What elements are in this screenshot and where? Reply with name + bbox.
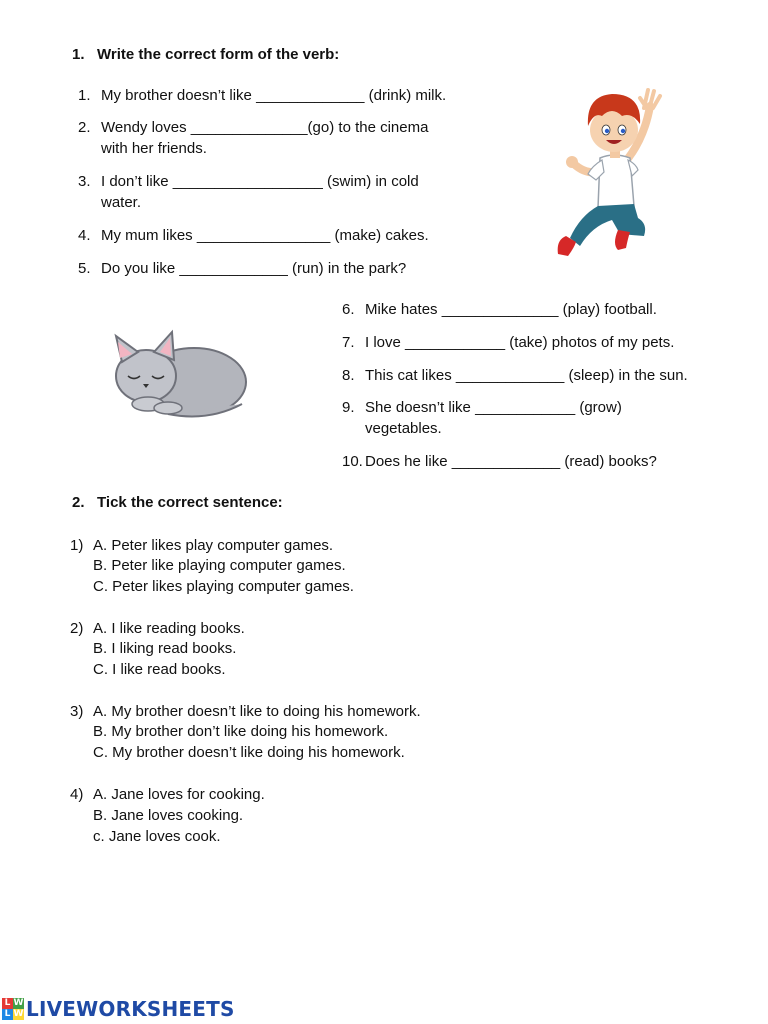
item-number: 2. xyxy=(78,119,91,136)
item-number: 5. xyxy=(78,260,91,277)
item-text: Mike hates ______________ (play) football. xyxy=(365,301,657,318)
question-option[interactable]: B. I liking read books. xyxy=(93,640,237,657)
item-number: 9. xyxy=(342,399,355,416)
item-text: Wendy loves ______________(go) to the cinema xyxy=(101,119,429,136)
option-text: A. I like reading books. xyxy=(93,620,245,637)
question-option[interactable] xyxy=(70,702,421,722)
question-option[interactable] xyxy=(70,785,265,805)
item-number: 4. xyxy=(78,227,91,244)
question-option[interactable] xyxy=(70,536,333,556)
item-number: 3. xyxy=(78,173,91,190)
item-text-continued: water. xyxy=(101,194,142,211)
item-text: I love ____________ (take) photos of my pets. xyxy=(365,334,675,351)
exercise-item xyxy=(78,118,428,138)
item-number: 1. xyxy=(78,87,91,104)
question-number: 1) xyxy=(70,537,84,554)
jumping-boy-illustration xyxy=(552,86,676,264)
question-number: 3) xyxy=(70,703,84,720)
liveworksheets-logo-icon xyxy=(2,998,24,1020)
item-number: 8. xyxy=(342,367,355,384)
item-text: Do you like _____________ (run) in the park? xyxy=(101,260,407,277)
question-option[interactable]: C. I like read books. xyxy=(93,661,226,678)
item-number: 10. xyxy=(342,453,363,470)
logo-letter: W xyxy=(13,998,24,1008)
exercise-item xyxy=(342,398,622,418)
logo-text: LIVEWORKSHEETS xyxy=(26,997,235,1021)
question-option[interactable]: B. Jane loves cooking. xyxy=(93,807,244,824)
section-2-heading xyxy=(72,493,283,513)
liveworksheets-logo[interactable] xyxy=(2,998,235,1020)
logo-letter: L xyxy=(2,998,13,1009)
item-number: 7. xyxy=(342,334,355,351)
question-option[interactable]: C. My brother doesn’t like doing his homework. xyxy=(93,744,405,761)
exercise-item xyxy=(342,300,657,320)
question-option[interactable] xyxy=(70,619,245,639)
item-number: 6. xyxy=(342,301,355,318)
section-1-title: Write the correct form of the verb: xyxy=(97,46,340,63)
question-option[interactable]: B. My brother don’t like doing his homework. xyxy=(93,723,389,740)
item-text-continued: vegetables. xyxy=(365,420,442,437)
question-option[interactable]: c. Jane loves cook. xyxy=(93,828,221,845)
exercise-item xyxy=(78,86,446,106)
exercise-item xyxy=(78,226,429,246)
exercise-item xyxy=(342,452,657,472)
logo-letter: W xyxy=(13,1009,24,1019)
section-2-number: 2. xyxy=(72,494,85,511)
item-text: Does he like _____________ (read) books? xyxy=(365,453,657,470)
section-2-title: Tick the correct sentence: xyxy=(97,494,283,511)
item-text-continued: with her friends. xyxy=(101,140,207,157)
sleeping-cat-illustration xyxy=(108,326,250,424)
item-text: My brother doesn’t like _____________ (drink) milk. xyxy=(101,87,447,104)
option-text: A. Jane loves for cooking. xyxy=(93,786,265,803)
logo-letter: L xyxy=(2,1009,13,1020)
question-option[interactable]: C. Peter likes playing computer games. xyxy=(93,578,354,595)
item-text: My mum likes ________________ (make) cakes. xyxy=(101,227,429,244)
option-text: A. My brother doesn’t like to doing his homework. xyxy=(93,703,421,720)
section-1-heading xyxy=(72,45,339,65)
item-text: This cat likes _____________ (sleep) in the sun. xyxy=(365,367,688,384)
question-option[interactable]: B. Peter like playing computer games. xyxy=(93,557,346,574)
option-text: A. Peter likes play computer games. xyxy=(93,537,334,554)
item-text: I don’t like __________________ (swim) in cold xyxy=(101,173,419,190)
question-number: 2) xyxy=(70,620,84,637)
exercise-item xyxy=(342,366,688,386)
question-number: 4) xyxy=(70,786,84,803)
item-text: She doesn’t like ____________ (grow) xyxy=(365,399,622,416)
exercise-item xyxy=(78,259,406,279)
exercise-item xyxy=(78,172,419,192)
exercise-item xyxy=(342,333,674,353)
section-1-number: 1. xyxy=(72,46,85,63)
